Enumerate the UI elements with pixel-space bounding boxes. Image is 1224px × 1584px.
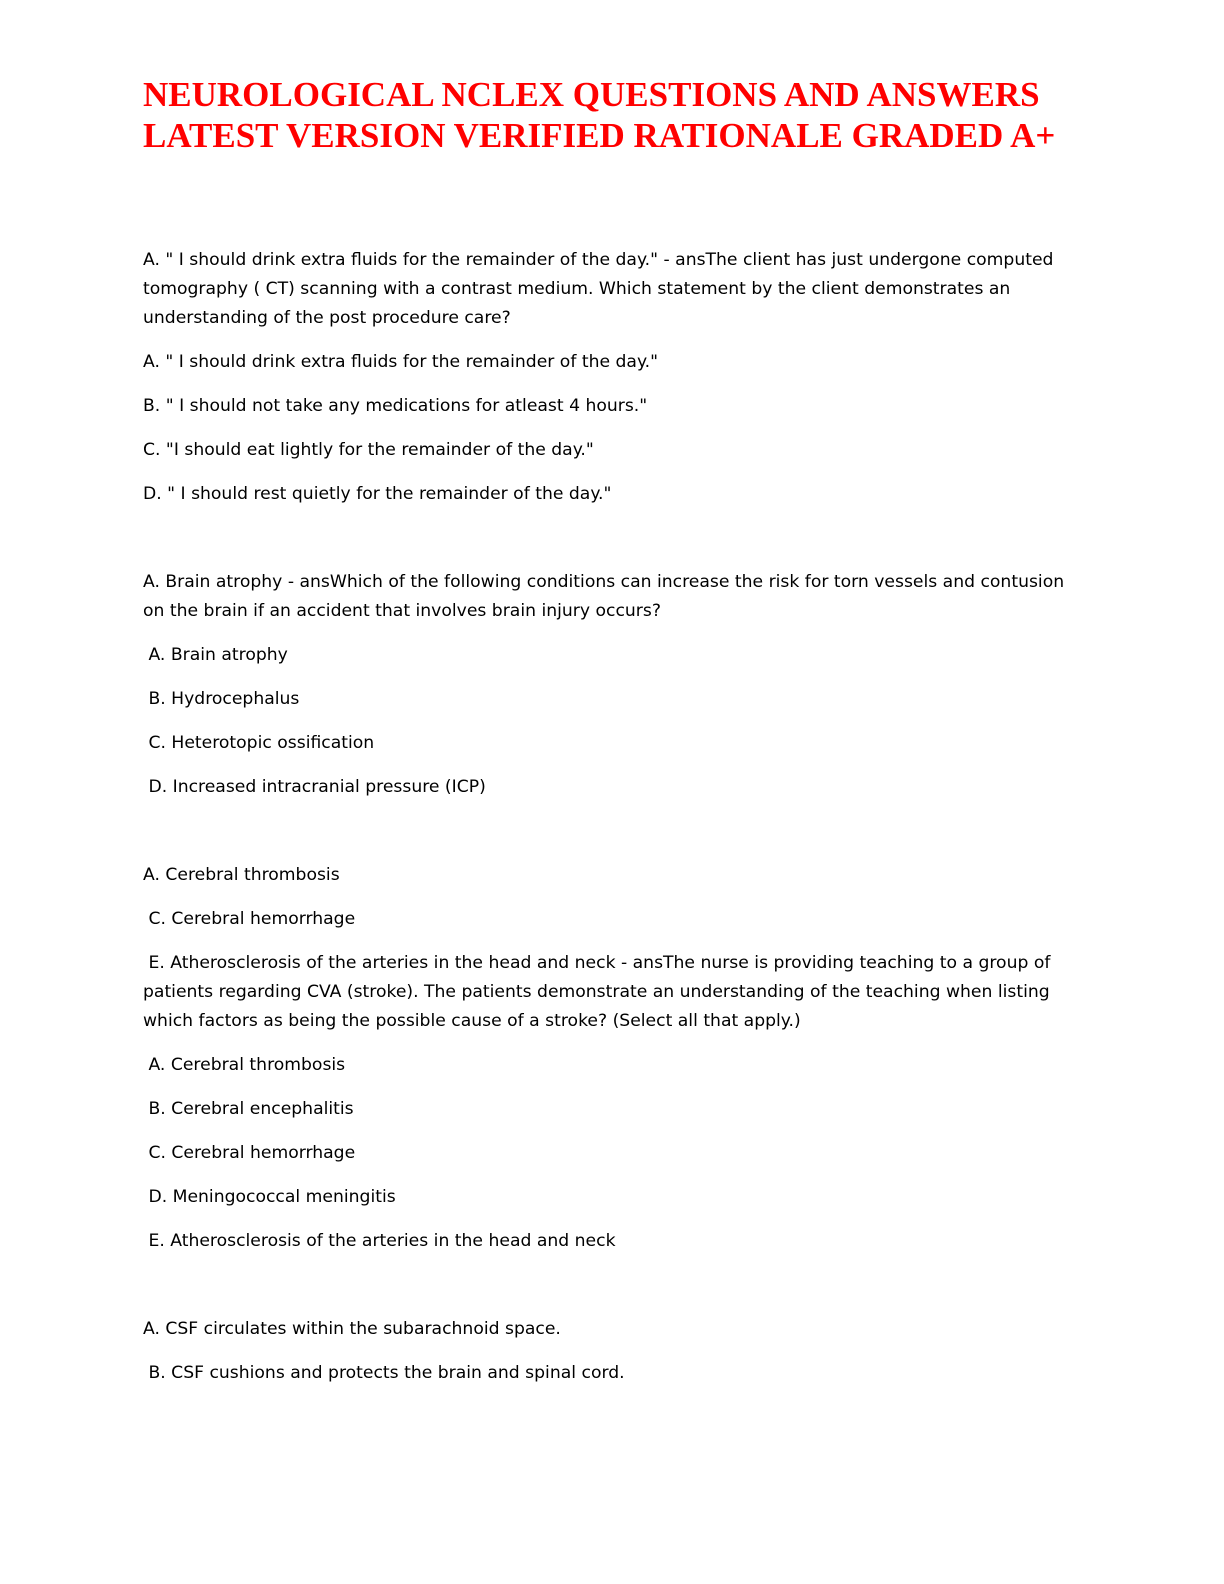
question-stem: A. " I should drink extra fluids for the remainder of the day." - ansThe client has just undergone computed tomography ( CT) scanning with a contrast medium. Which statement by the client demonstrates an understanding of the post procedure care? — [143, 250, 1059, 328]
question-stem: A. Brain atrophy - ansWhich of the following conditions can increase the risk for torn vessels and contusion on the brain if an accident that involves brain injury occurs? — [143, 572, 1070, 621]
answer-option: B. Hydrocephalus — [143, 689, 300, 709]
answer-option: D. Increased intracranial pressure (ICP) — [143, 777, 486, 797]
spacer — [143, 524, 1078, 568]
spacer — [143, 1271, 1078, 1315]
answer-option: B. Cerebral encephalitis — [143, 1099, 354, 1119]
answer-option: A. " I should drink extra fluids for the remainder of the day." — [143, 352, 659, 372]
answer-line: B. CSF cushions and protects the brain and spinal cord. — [143, 1363, 625, 1383]
answer-line: A. Cerebral thrombosis — [143, 865, 340, 885]
question-block — [143, 246, 1078, 509]
spacer — [143, 817, 1078, 861]
answer-line: A. CSF circulates within the subarachnoid space. — [143, 1319, 561, 1339]
answer-option: D. " I should rest quietly for the remainder of the day." — [143, 484, 612, 504]
answer-option: C. Cerebral hemorrhage — [143, 1143, 356, 1163]
answer-option: A. Brain atrophy — [143, 645, 288, 665]
document-body — [143, 246, 1078, 1403]
answer-option: D. Meningococcal meningitis — [143, 1187, 396, 1207]
question-block — [143, 568, 1078, 802]
answer-option: C. "I should eat lightly for the remainder of the day." — [143, 440, 594, 460]
answer-option: B. " I should not take any medications for atleast 4 hours." — [143, 396, 648, 416]
question-block — [143, 861, 1078, 1256]
question-block — [143, 1315, 1078, 1388]
answer-option: A. Cerebral thrombosis — [143, 1055, 346, 1075]
document-title: NEUROLOGICAL NCLEX QUESTIONS AND ANSWERS LATEST VERSION VERIFIED RATIONALE GRADED A+ — [143, 75, 1056, 155]
answer-option: C. Heterotopic ossification — [143, 733, 375, 753]
answer-option: E. Atherosclerosis of the arteries in the head and neck — [143, 1231, 616, 1251]
answer-line: C. Cerebral hemorrhage — [143, 909, 356, 929]
question-stem: E. Atherosclerosis of the arteries in the head and neck - ansThe nurse is providing teaching to a group of patients regarding CVA (stroke). The patients demonstrate an understanding of the teaching when listing which factors as being the possible cause of a stroke? (Select all that apply.) — [143, 953, 1056, 1031]
